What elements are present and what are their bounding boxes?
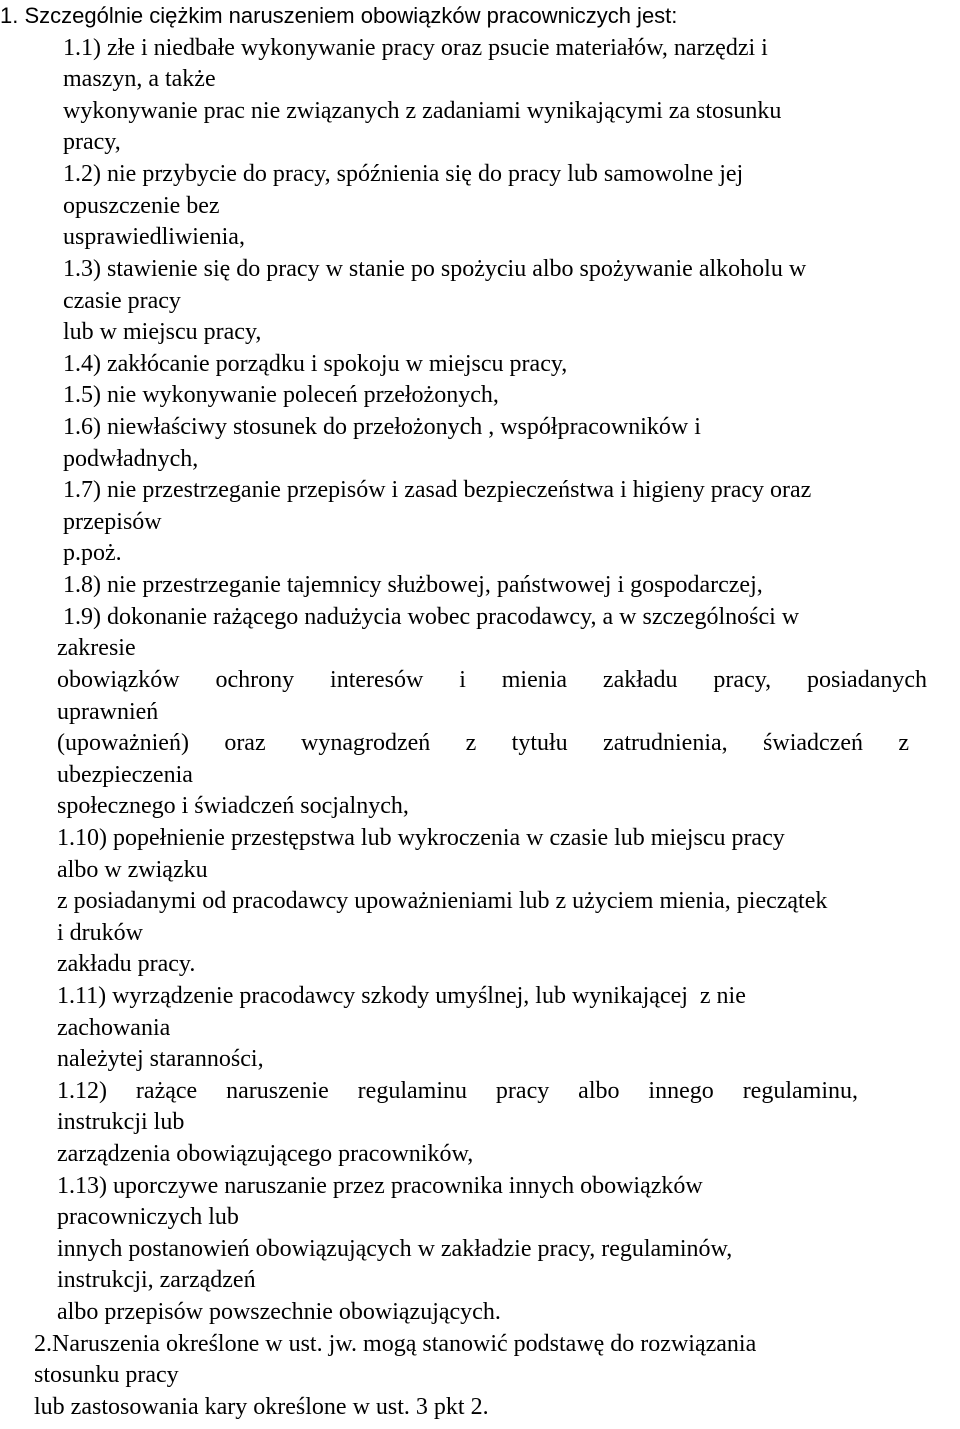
item-1-1-line-3: wykonywanie prac nie związanych z zadaniami wynikającymi za stosunku	[63, 98, 782, 124]
item-1-9-line-4: uprawnień	[57, 699, 159, 725]
item-1-6-line-2: podwładnych,	[63, 446, 199, 472]
paragraph-2-line-2: stosunku pracy	[34, 1362, 179, 1388]
item-1-13-line-2: pracowniczych lub	[57, 1204, 239, 1230]
item-1-9-line-1: 1.9) dokonanie rażącego nadużycia wobec pracodawcy, a w szczególności w	[63, 604, 800, 630]
item-1-10-line-3: z posiadanymi od pracodawcy upoważnieniami lub z użyciem mienia, pieczątek	[57, 888, 828, 914]
item-1-13-line-5: albo przepisów powszechnie obowiązujących.	[57, 1299, 501, 1325]
item-1-11-line-2: zachowania	[57, 1015, 171, 1041]
item-1-9-line-7: społecznego i świadczeń socjalnych,	[57, 793, 409, 819]
item-1-10-line-1: 1.10) popełnienie przestępstwa lub wykroczenia w czasie lub miejscu pracy	[57, 825, 785, 851]
item-1-6-line-1: 1.6) niewłaściwy stosunek do przełożonych , współpracowników i	[63, 414, 701, 440]
item-1-1-line-1: 1.1) złe i niedbałe wykonywanie pracy oraz psucie materiałów, narzędzi i	[63, 35, 768, 61]
item-1-9-line-3: obowiązków ochrony interesów i mienia zakładu pracy, posiadanych	[57, 667, 927, 693]
item-1-9-line-6: ubezpieczenia	[57, 762, 193, 788]
item-1-13-line-1: 1.13) uporczywe naruszanie przez pracownika innych obowiązków	[57, 1173, 703, 1199]
item-1-1-line-4: pracy,	[63, 129, 121, 155]
item-1-12-line-1: 1.12) rażące naruszenie regulaminu pracy albo innego regulaminu,	[57, 1078, 858, 1104]
item-1-8: 1.8) nie przestrzeganie tajemnicy służbowej, państwowej i gospodarczej,	[63, 572, 763, 598]
item-1-13-line-4: instrukcji, zarządzeń	[57, 1267, 256, 1293]
paragraph-1-heading: 1. Szczególnie ciężkim naruszeniem obowiązków pracowniczych jest:	[0, 3, 678, 28]
item-1-12-line-2: instrukcji lub	[57, 1109, 185, 1135]
item-1-10-line-5: zakładu pracy.	[57, 951, 196, 977]
paragraph-2-line-1: 2.Naruszenia określone w ust. jw. mogą stanowić podstawę do rozwiązania	[34, 1331, 757, 1357]
item-1-2-line-1: 1.2) nie przybycie do pracy, spóźnienia się do pracy lub samowolne jej	[63, 161, 744, 187]
item-1-1-line-2: maszyn, a także	[63, 66, 216, 92]
item-1-12-line-3: zarządzenia obowiązującego pracowników,	[57, 1141, 474, 1167]
paragraph-2-line-3: lub zastosowania kary określone w ust. 3 pkt 2.	[34, 1394, 489, 1420]
item-1-9-line-5: (upoważnień) oraz wynagrodzeń z tytułu zatrudnienia, świadczeń z	[57, 730, 909, 756]
item-1-13-line-3: innych postanowień obowiązujących w zakładzie pracy, regulaminów,	[57, 1236, 733, 1262]
item-1-9-line-2: zakresie	[57, 635, 136, 661]
item-1-7-line-2: przepisów	[63, 509, 162, 535]
item-1-3-line-2: czasie pracy	[63, 288, 181, 314]
item-1-2-line-2: opuszczenie bez	[63, 193, 220, 219]
item-1-10-line-4: i druków	[57, 920, 143, 946]
item-1-3-line-1: 1.3) stawienie się do pracy w stanie po spożyciu albo spożywanie alkoholu w	[63, 256, 807, 282]
item-1-4: 1.4) zakłócanie porządku i spokoju w miejscu pracy,	[63, 351, 568, 377]
item-1-3-line-3: lub w miejscu pracy,	[63, 319, 262, 345]
item-1-2-line-3: usprawiedliwienia,	[63, 224, 245, 250]
item-1-7-line-1: 1.7) nie przestrzeganie przepisów i zasad bezpieczeństwa i higieny pracy oraz	[63, 477, 812, 503]
item-1-7-line-3: p.poż.	[63, 540, 122, 566]
item-1-10-line-2: albo w związku	[57, 857, 208, 883]
item-1-11-line-3: należytej staranności,	[57, 1046, 264, 1072]
item-1-5: 1.5) nie wykonywanie poleceń przełożonych,	[63, 382, 499, 408]
item-1-11-line-1: 1.11) wyrządzenie pracodawcy szkody umyślnej, lub wynikającej z nie	[57, 983, 746, 1009]
